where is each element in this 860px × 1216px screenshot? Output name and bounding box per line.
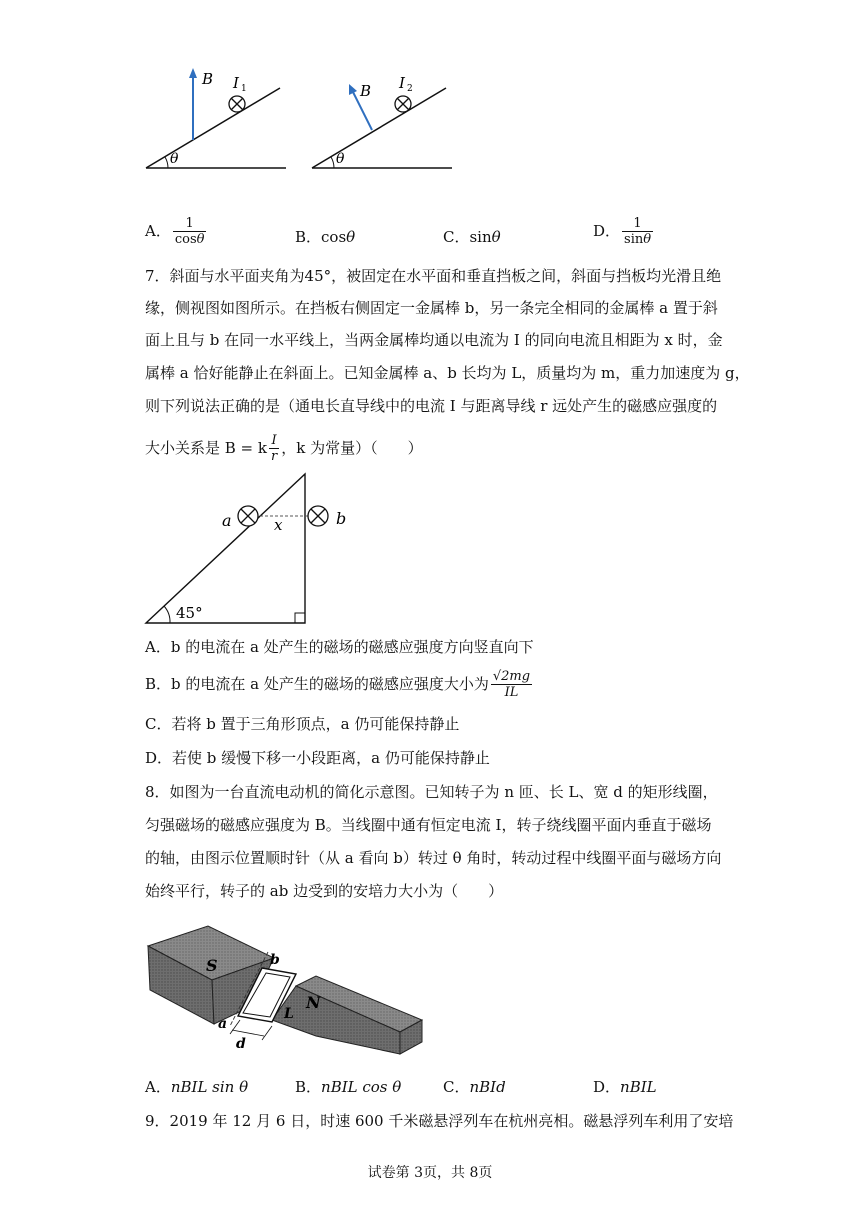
- q7-fig-b-label: b: [336, 509, 347, 528]
- q6-fig2-i-label: I: [399, 74, 405, 92]
- q7-option-c: C．若将 b 置于三角形顶点，a 仍可能保持静止: [145, 715, 460, 733]
- q7-line-1: 7．斜面与水平面夹角为45°，被固定在水平面和垂直挡板之间，斜面与挡板均光滑且绝: [145, 267, 722, 285]
- q7-line-5: 则下列说法正确的是（通电长直导线中的电流 I 与距离导线 r 远处产生的磁感应强度的: [145, 397, 718, 415]
- q8-fig-b-label: b: [270, 952, 280, 968]
- q7-fig-x-label: x: [274, 516, 283, 534]
- q7-option-d: D．若使 b 缓慢下移一小段距离，a 仍可能保持静止: [145, 749, 490, 767]
- q8-fig-a-label: a: [218, 1016, 228, 1032]
- q8-option-c: C．nBId: [443, 1078, 506, 1096]
- q7-fig-angle: 45°: [176, 604, 203, 622]
- q6-figure-1: [140, 62, 290, 174]
- q7-line-2: 缘，侧视图如图所示。在挡板右侧固定一金属棒 b，另一条完全相同的金属棒 a 置于斜: [145, 299, 718, 317]
- q6-fig2-theta: θ: [336, 151, 345, 167]
- q6-figure-2: [308, 62, 458, 174]
- q7-option-a: A．b 的电流在 a 处产生的磁场的磁感应强度方向竖直向下: [145, 638, 534, 656]
- q6-fig2-b-label: B: [360, 82, 372, 100]
- q7-line-3: 面上且与 b 在同一水平线上，当两金属棒均通以电流为 I 的同向电流且相距为 x 时，金: [145, 331, 723, 349]
- q7-figure: [140, 468, 360, 628]
- q8-option-b: B．nBIL cos θ: [295, 1078, 402, 1096]
- q7-option-b: B．b 的电流在 a 处产生的磁场的磁感应强度大小为 $\frac{√2mg}{IL}$: [145, 669, 531, 700]
- q6-option-a: A． $\frac{1}{\cos\theta}$: [145, 216, 205, 247]
- q8-fig-n-label: N: [306, 993, 321, 1012]
- q8-fig-l-label: L: [284, 1006, 294, 1022]
- q7-line-4: 属棒 a 恰好能静止在斜面上。已知金属棒 a、b 长均为 L，质量均为 m，重力加速度为 g，: [145, 364, 750, 382]
- q7-fig-a-label: a: [222, 511, 232, 530]
- page-footer: 试卷第 3页，共 8页: [367, 1165, 493, 1181]
- q8-line-3: 的轴，由图示位置顺时针（从 a 看向 b）转过 θ 角时，转动过程中线圈平面与磁场方向: [145, 849, 722, 867]
- q8-line-1: 8．如图为一台直流电动机的简化示意图。已知转子为 n 匝、长 L、宽 d 的矩形线圈，: [145, 783, 718, 801]
- q8-line-4: 始终平行，转子的 ab 边受到的安培力大小为（ ）: [145, 882, 504, 900]
- q8-option-d: D．nBIL: [593, 1078, 657, 1096]
- q6-fig1-i-sub: 1: [241, 84, 247, 94]
- q6-fig1-i-label: I: [233, 74, 239, 92]
- q6-fig2-i-sub: 2: [407, 84, 413, 94]
- q7-line-6: 大小关系是 B = k $\frac{I}{r}$ ，k 为常量）（ ）: [145, 433, 423, 464]
- q8-fig-s-label: S: [206, 956, 218, 975]
- q8-fig-d-label: d: [236, 1036, 246, 1052]
- q8-line-2: 匀强磁场的磁感应强度为 B。当线圈中通有恒定电流 I，转子绕线圈平面内垂直于磁场: [145, 816, 712, 834]
- q6-fig1-b-label: B: [202, 70, 214, 88]
- q6-option-b: B．cosθ: [295, 228, 356, 246]
- q9-line-1: 9．2019 年 12 月 6 日，时速 600 千米磁悬浮列车在杭州亮相。磁悬浮列车利用了安培: [145, 1112, 734, 1130]
- q6-option-d: D． $\frac{1}{\sin\theta}$: [593, 216, 652, 247]
- q8-option-a: A．nBIL sin θ: [145, 1078, 249, 1096]
- q8-figure: [146, 924, 426, 1058]
- q6-fig1-theta: θ: [170, 151, 179, 167]
- q6-option-c: C．sinθ: [443, 228, 501, 246]
